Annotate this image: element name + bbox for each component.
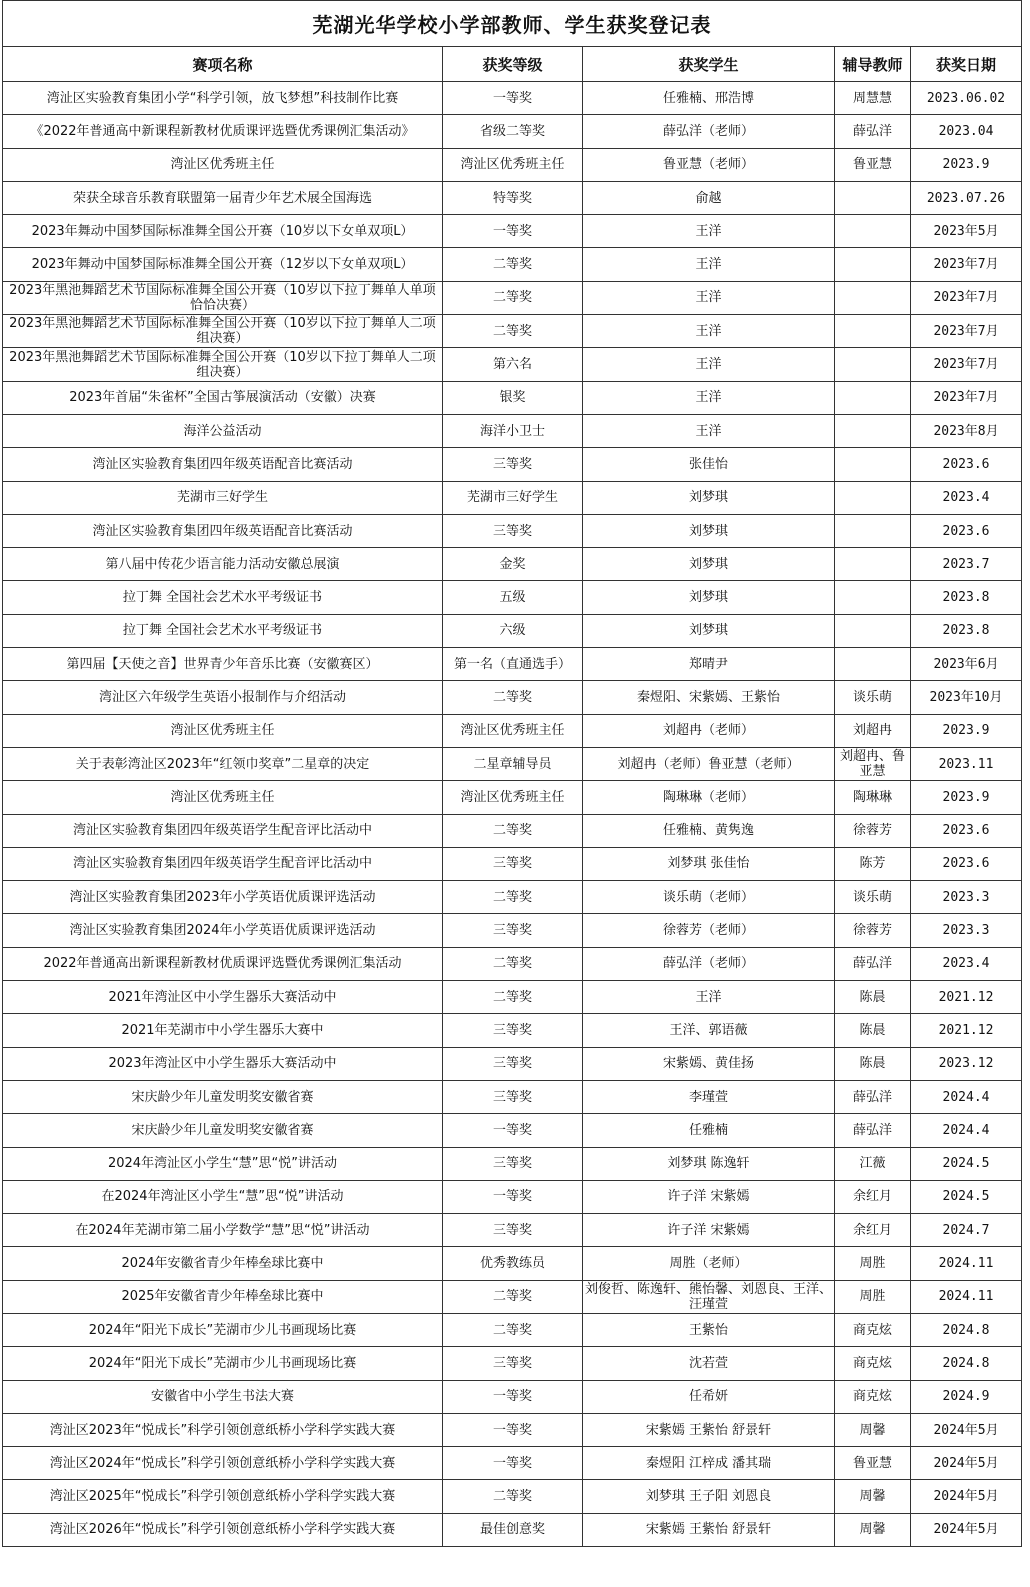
table-row bbox=[3, 448, 1022, 481]
cell-teacher: 周馨 bbox=[835, 1513, 911, 1546]
cell-teacher bbox=[835, 514, 911, 547]
cell-event: 在2024年芜湖市第二届小学数学“慧”思“悦”讲活动 bbox=[3, 1214, 443, 1247]
cell-event: 宋庆龄少年儿童发明奖安徽省赛 bbox=[3, 1080, 443, 1113]
table-row bbox=[3, 1114, 1022, 1147]
cell-students: 刘梦琪 bbox=[583, 481, 835, 514]
cell-teacher: 徐蓉芳 bbox=[835, 814, 911, 847]
cell-event: 2023年黑池舞蹈艺术节国际标准舞全国公开赛（10岁以下拉丁舞单人二项组决赛） bbox=[3, 348, 443, 381]
cell-event: 湾沚区实验教育集团四年级英语配音比赛活动 bbox=[3, 514, 443, 547]
cell-level: 三等奖 bbox=[443, 914, 583, 947]
cell-level: 六级 bbox=[443, 614, 583, 647]
cell-date: 2023年7月 bbox=[911, 381, 1022, 414]
cell-level: 湾沚区优秀班主任 bbox=[443, 148, 583, 181]
cell-event: 湾沚区实验教育集团四年级英语配音比赛活动 bbox=[3, 448, 443, 481]
cell-date: 2023年10月 bbox=[911, 681, 1022, 714]
header-teacher: 辅导教师 bbox=[835, 47, 911, 82]
cell-event: 芜湖市三好学生 bbox=[3, 481, 443, 514]
cell-students: 刘俊哲、陈逸轩、熊怡馨、刘恩良、王洋、汪瑾萱 bbox=[583, 1280, 835, 1313]
cell-teacher: 周慧慧 bbox=[835, 82, 911, 115]
cell-teacher: 余红月 bbox=[835, 1214, 911, 1247]
cell-students: 沈若萱 bbox=[583, 1347, 835, 1380]
cell-students: 王洋 bbox=[583, 981, 835, 1014]
table-row bbox=[3, 115, 1022, 148]
cell-students: 刘超冉（老师）鲁亚慧（老师） bbox=[583, 747, 835, 780]
cell-level: 二等奖 bbox=[443, 881, 583, 914]
cell-teacher bbox=[835, 381, 911, 414]
table-row bbox=[3, 1047, 1022, 1080]
cell-event: 湾沚区2024年“悦成长”科学引领创意纸桥小学科学实践大赛 bbox=[3, 1447, 443, 1480]
cell-teacher: 薛弘洋 bbox=[835, 115, 911, 148]
cell-event: 2023年黑池舞蹈艺术节国际标准舞全国公开赛（10岁以下拉丁舞单人二项组决赛） bbox=[3, 315, 443, 348]
cell-date: 2024年5月 bbox=[911, 1513, 1022, 1546]
cell-students: 刘梦琪 王子阳 刘恩良 bbox=[583, 1480, 835, 1513]
cell-students: 王洋 bbox=[583, 281, 835, 314]
cell-level: 第六名 bbox=[443, 348, 583, 381]
cell-level: 一等奖 bbox=[443, 1380, 583, 1413]
cell-students: 王洋 bbox=[583, 414, 835, 447]
cell-teacher: 周胜 bbox=[835, 1247, 911, 1280]
cell-event: 2021年芜湖市中小学生器乐大赛中 bbox=[3, 1014, 443, 1047]
header-event: 赛项名称 bbox=[3, 47, 443, 82]
cell-date: 2023.12 bbox=[911, 1047, 1022, 1080]
cell-level: 优秀教练员 bbox=[443, 1247, 583, 1280]
cell-teacher bbox=[835, 348, 911, 381]
cell-students: 王洋、郭语薇 bbox=[583, 1014, 835, 1047]
table-row bbox=[3, 215, 1022, 248]
cell-students: 许子洋 宋紫嫣 bbox=[583, 1214, 835, 1247]
cell-level: 二星章辅导员 bbox=[443, 747, 583, 780]
table-row bbox=[3, 681, 1022, 714]
cell-students: 谈乐萌（老师） bbox=[583, 881, 835, 914]
cell-date: 2023.06.02 bbox=[911, 82, 1022, 115]
cell-date: 2024.7 bbox=[911, 1214, 1022, 1247]
cell-date: 2023.3 bbox=[911, 881, 1022, 914]
cell-teacher: 谈乐萌 bbox=[835, 681, 911, 714]
table-row bbox=[3, 148, 1022, 181]
cell-students: 任希妍 bbox=[583, 1380, 835, 1413]
table-row bbox=[3, 1014, 1022, 1047]
cell-level: 二等奖 bbox=[443, 947, 583, 980]
cell-level: 一等奖 bbox=[443, 1413, 583, 1446]
cell-students: 刘梦琪 陈逸轩 bbox=[583, 1147, 835, 1180]
cell-level: 最佳创意奖 bbox=[443, 1513, 583, 1546]
cell-level: 省级二等奖 bbox=[443, 115, 583, 148]
table-row bbox=[3, 82, 1022, 115]
cell-level: 一等奖 bbox=[443, 1447, 583, 1480]
cell-event: 湾沚区实验教育集团2024年小学英语优质课评选活动 bbox=[3, 914, 443, 947]
cell-event: 2023年黑池舞蹈艺术节国际标准舞全国公开赛（10岁以下拉丁舞单人单项恰恰决赛） bbox=[3, 281, 443, 314]
cell-date: 2023年8月 bbox=[911, 414, 1022, 447]
cell-teacher: 鲁亚慧 bbox=[835, 1447, 911, 1480]
cell-event: 2024年“阳光下成长”芜湖市少儿书画现场比赛 bbox=[3, 1347, 443, 1380]
cell-students: 任雅楠、邢浩博 bbox=[583, 82, 835, 115]
cell-teacher bbox=[835, 315, 911, 348]
cell-date: 2023.9 bbox=[911, 148, 1022, 181]
header-date: 获奖日期 bbox=[911, 47, 1022, 82]
cell-date: 2023年7月 bbox=[911, 348, 1022, 381]
cell-event: 关于表彰湾沚区2023年“红领巾奖章”二星章的决定 bbox=[3, 747, 443, 780]
table-row bbox=[3, 1313, 1022, 1346]
table-row bbox=[3, 1513, 1022, 1546]
cell-level: 三等奖 bbox=[443, 1047, 583, 1080]
cell-date: 2023.9 bbox=[911, 781, 1022, 814]
cell-teacher bbox=[835, 481, 911, 514]
cell-teacher: 江薇 bbox=[835, 1147, 911, 1180]
cell-students: 刘梦琪 张佳怡 bbox=[583, 847, 835, 880]
cell-students: 王洋 bbox=[583, 248, 835, 281]
cell-date: 2023.6 bbox=[911, 514, 1022, 547]
cell-date: 2024.4 bbox=[911, 1080, 1022, 1113]
header-students: 获奖学生 bbox=[583, 47, 835, 82]
table-row bbox=[3, 1480, 1022, 1513]
cell-date: 2023.4 bbox=[911, 947, 1022, 980]
cell-students: 陶琳琳（老师） bbox=[583, 781, 835, 814]
table-row bbox=[3, 1413, 1022, 1446]
cell-students: 宋紫嫣 王紫怡 舒景轩 bbox=[583, 1413, 835, 1446]
cell-event: 2024年湾沚区小学生“慧”思“悦”讲活动 bbox=[3, 1147, 443, 1180]
cell-teacher: 薛弘洋 bbox=[835, 947, 911, 980]
cell-level: 三等奖 bbox=[443, 1347, 583, 1380]
cell-students: 刘超冉（老师） bbox=[583, 714, 835, 747]
cell-date: 2023年7月 bbox=[911, 248, 1022, 281]
cell-teacher: 陶琳琳 bbox=[835, 781, 911, 814]
cell-level: 二等奖 bbox=[443, 681, 583, 714]
cell-level: 一等奖 bbox=[443, 1180, 583, 1213]
cell-level: 二等奖 bbox=[443, 1313, 583, 1346]
table-row bbox=[3, 648, 1022, 681]
cell-event: 湾沚区实验教育集团四年级英语学生配音评比活动中 bbox=[3, 814, 443, 847]
table-row bbox=[3, 881, 1022, 914]
cell-event: 在2024年湾沚区小学生“慧”思“悦”讲活动 bbox=[3, 1180, 443, 1213]
cell-date: 2024年5月 bbox=[911, 1480, 1022, 1513]
cell-date: 2023.07.26 bbox=[911, 181, 1022, 214]
cell-students: 刘梦琪 bbox=[583, 614, 835, 647]
cell-date: 2024年5月 bbox=[911, 1447, 1022, 1480]
table-row bbox=[3, 514, 1022, 547]
cell-students: 任雅楠、黄隽逸 bbox=[583, 814, 835, 847]
cell-event: 湾沚区2023年“悦成长”科学引领创意纸桥小学科学实践大赛 bbox=[3, 1413, 443, 1446]
cell-event: 湾沚区六年级学生英语小报制作与介绍活动 bbox=[3, 681, 443, 714]
table-row bbox=[3, 248, 1022, 281]
cell-date: 2021.12 bbox=[911, 981, 1022, 1014]
table-row bbox=[3, 781, 1022, 814]
table-row bbox=[3, 1380, 1022, 1413]
cell-level: 湾沚区优秀班主任 bbox=[443, 781, 583, 814]
table-row bbox=[3, 1280, 1022, 1313]
cell-teacher: 周胜 bbox=[835, 1280, 911, 1313]
cell-event: 《2022年普通高中新课程新教材优质课评选暨优秀课例汇集活动》 bbox=[3, 115, 443, 148]
cell-teacher bbox=[835, 548, 911, 581]
cell-teacher: 徐蓉芳 bbox=[835, 914, 911, 947]
cell-students: 王洋 bbox=[583, 315, 835, 348]
table-row bbox=[3, 481, 1022, 514]
cell-event: 2021年湾沚区中小学生器乐大赛活动中 bbox=[3, 981, 443, 1014]
cell-level: 二等奖 bbox=[443, 1280, 583, 1313]
cell-event: 第八届中传花少语言能力活动安徽总展演 bbox=[3, 548, 443, 581]
cell-teacher bbox=[835, 581, 911, 614]
cell-event: 2022年普通高出新课程新教材优质课评选暨优秀课例汇集活动 bbox=[3, 947, 443, 980]
table-row bbox=[3, 914, 1022, 947]
cell-students: 王洋 bbox=[583, 348, 835, 381]
cell-date: 2024.8 bbox=[911, 1347, 1022, 1380]
cell-level: 二等奖 bbox=[443, 814, 583, 847]
cell-event: 湾沚区2026年“悦成长”科学引领创意纸桥小学科学实践大赛 bbox=[3, 1513, 443, 1546]
cell-date: 2023.9 bbox=[911, 714, 1022, 747]
cell-students: 王洋 bbox=[583, 215, 835, 248]
cell-event: 湾沚区2025年“悦成长”科学引领创意纸桥小学科学实践大赛 bbox=[3, 1480, 443, 1513]
cell-event: 2023年湾沚区中小学生器乐大赛活动中 bbox=[3, 1047, 443, 1080]
cell-teacher: 商克炫 bbox=[835, 1347, 911, 1380]
cell-teacher: 商克炫 bbox=[835, 1380, 911, 1413]
cell-level: 金奖 bbox=[443, 548, 583, 581]
cell-date: 2021.12 bbox=[911, 1014, 1022, 1047]
table-row bbox=[3, 981, 1022, 1014]
cell-level: 湾沚区优秀班主任 bbox=[443, 714, 583, 747]
cell-teacher bbox=[835, 448, 911, 481]
page-title: 芜湖光华学校小学部教师、学生获奖登记表 bbox=[3, 1, 1022, 47]
cell-level: 三等奖 bbox=[443, 1014, 583, 1047]
cell-students: 秦煜阳、宋紫嫣、王紫怡 bbox=[583, 681, 835, 714]
table-row bbox=[3, 1347, 1022, 1380]
cell-level: 二等奖 bbox=[443, 1480, 583, 1513]
cell-level: 三等奖 bbox=[443, 1080, 583, 1113]
cell-date: 2023年6月 bbox=[911, 648, 1022, 681]
award-table bbox=[2, 0, 1022, 1547]
cell-date: 2024.8 bbox=[911, 1313, 1022, 1346]
cell-level: 一等奖 bbox=[443, 215, 583, 248]
cell-teacher: 陈晨 bbox=[835, 981, 911, 1014]
cell-date: 2023.7 bbox=[911, 548, 1022, 581]
header-level: 获奖等级 bbox=[443, 47, 583, 82]
cell-level: 海洋小卫士 bbox=[443, 414, 583, 447]
cell-teacher: 刘超冉、鲁亚慧 bbox=[835, 747, 911, 780]
cell-level: 二等奖 bbox=[443, 248, 583, 281]
cell-date: 2024.5 bbox=[911, 1147, 1022, 1180]
cell-students: 宋紫嫣、黄佳扬 bbox=[583, 1047, 835, 1080]
cell-event: 第四届【天使之音】世界青少年音乐比赛（安徽赛区） bbox=[3, 648, 443, 681]
cell-teacher bbox=[835, 281, 911, 314]
table-row bbox=[3, 947, 1022, 980]
cell-students: 王紫怡 bbox=[583, 1313, 835, 1346]
table-row bbox=[3, 714, 1022, 747]
cell-teacher: 余红月 bbox=[835, 1180, 911, 1213]
cell-students: 宋紫嫣 王紫怡 舒景轩 bbox=[583, 1513, 835, 1546]
table-row bbox=[3, 614, 1022, 647]
cell-teacher: 薛弘洋 bbox=[835, 1080, 911, 1113]
cell-students: 周胜（老师） bbox=[583, 1247, 835, 1280]
table-row bbox=[3, 814, 1022, 847]
table-row bbox=[3, 1180, 1022, 1213]
cell-event: 湾沚区实验教育集团2023年小学英语优质课评选活动 bbox=[3, 881, 443, 914]
cell-students: 薛弘洋（老师） bbox=[583, 115, 835, 148]
cell-date: 2023.6 bbox=[911, 814, 1022, 847]
cell-teacher: 陈晨 bbox=[835, 1014, 911, 1047]
cell-level: 第一名（直通选手） bbox=[443, 648, 583, 681]
cell-level: 三等奖 bbox=[443, 448, 583, 481]
header-row bbox=[3, 47, 1022, 82]
cell-students: 王洋 bbox=[583, 381, 835, 414]
cell-teacher bbox=[835, 614, 911, 647]
cell-teacher bbox=[835, 414, 911, 447]
table-row bbox=[3, 348, 1022, 381]
cell-level: 一等奖 bbox=[443, 1114, 583, 1147]
cell-date: 2024.5 bbox=[911, 1180, 1022, 1213]
cell-teacher: 周馨 bbox=[835, 1480, 911, 1513]
cell-event: 湾沚区优秀班主任 bbox=[3, 714, 443, 747]
cell-date: 2024.9 bbox=[911, 1380, 1022, 1413]
cell-teacher: 薛弘洋 bbox=[835, 1114, 911, 1147]
cell-teacher: 商克炫 bbox=[835, 1313, 911, 1346]
cell-students: 刘梦琪 bbox=[583, 514, 835, 547]
cell-event: 宋庆龄少年儿童发明奖安徽省赛 bbox=[3, 1114, 443, 1147]
table-row bbox=[3, 581, 1022, 614]
cell-date: 2024.4 bbox=[911, 1114, 1022, 1147]
cell-date: 2023.3 bbox=[911, 914, 1022, 947]
cell-students: 鲁亚慧（老师） bbox=[583, 148, 835, 181]
cell-students: 许子洋 宋紫嫣 bbox=[583, 1180, 835, 1213]
cell-event: 2023年首届“朱雀杯”全国古筝展演活动（安徽）决赛 bbox=[3, 381, 443, 414]
cell-level: 三等奖 bbox=[443, 1147, 583, 1180]
cell-level: 三等奖 bbox=[443, 514, 583, 547]
cell-students: 任雅楠 bbox=[583, 1114, 835, 1147]
cell-level: 特等奖 bbox=[443, 181, 583, 214]
cell-level: 三等奖 bbox=[443, 1214, 583, 1247]
cell-level: 二等奖 bbox=[443, 281, 583, 314]
cell-teacher: 周馨 bbox=[835, 1413, 911, 1446]
cell-event: 2024年“阳光下成长”芜湖市少儿书画现场比赛 bbox=[3, 1313, 443, 1346]
cell-date: 2023年7月 bbox=[911, 315, 1022, 348]
cell-teacher bbox=[835, 248, 911, 281]
cell-teacher: 陈芳 bbox=[835, 847, 911, 880]
cell-teacher: 谈乐萌 bbox=[835, 881, 911, 914]
cell-event: 荣获全球音乐教育联盟第一届青少年艺术展全国海选 bbox=[3, 181, 443, 214]
cell-students: 秦煜阳 江梓成 潘其瑞 bbox=[583, 1447, 835, 1480]
cell-event: 湾沚区实验教育集团小学“科学引领，放飞梦想”科技制作比赛 bbox=[3, 82, 443, 115]
cell-date: 2024年5月 bbox=[911, 1413, 1022, 1446]
cell-teacher bbox=[835, 181, 911, 214]
cell-students: 李瑾萱 bbox=[583, 1080, 835, 1113]
cell-date: 2023.11 bbox=[911, 747, 1022, 780]
cell-event: 2023年舞动中国梦国际标准舞全国公开赛（10岁以下女单双项L） bbox=[3, 215, 443, 248]
table-row bbox=[3, 381, 1022, 414]
cell-date: 2024.11 bbox=[911, 1247, 1022, 1280]
cell-date: 2023.04 bbox=[911, 115, 1022, 148]
cell-date: 2023.6 bbox=[911, 847, 1022, 880]
cell-teacher: 刘超冉 bbox=[835, 714, 911, 747]
cell-event: 拉丁舞 全国社会艺术水平考级证书 bbox=[3, 581, 443, 614]
cell-date: 2023年5月 bbox=[911, 215, 1022, 248]
cell-date: 2023.8 bbox=[911, 581, 1022, 614]
table-row bbox=[3, 414, 1022, 447]
table-row bbox=[3, 1147, 1022, 1180]
table-row bbox=[3, 1214, 1022, 1247]
cell-level: 五级 bbox=[443, 581, 583, 614]
table-row bbox=[3, 548, 1022, 581]
table-row bbox=[3, 1447, 1022, 1480]
table-row bbox=[3, 315, 1022, 348]
cell-date: 2024.11 bbox=[911, 1280, 1022, 1313]
cell-level: 三等奖 bbox=[443, 847, 583, 880]
cell-level: 一等奖 bbox=[443, 82, 583, 115]
table-row bbox=[3, 847, 1022, 880]
cell-date: 2023年7月 bbox=[911, 281, 1022, 314]
cell-teacher: 陈晨 bbox=[835, 1047, 911, 1080]
cell-date: 2023.4 bbox=[911, 481, 1022, 514]
cell-students: 徐蓉芳（老师） bbox=[583, 914, 835, 947]
cell-date: 2023.8 bbox=[911, 614, 1022, 647]
cell-event: 2023年舞动中国梦国际标准舞全国公开赛（12岁以下女单双项L） bbox=[3, 248, 443, 281]
cell-event: 湾沚区实验教育集团四年级英语学生配音评比活动中 bbox=[3, 847, 443, 880]
table-row bbox=[3, 181, 1022, 214]
cell-teacher bbox=[835, 648, 911, 681]
cell-event: 海洋公益活动 bbox=[3, 414, 443, 447]
cell-level: 二等奖 bbox=[443, 315, 583, 348]
cell-event: 2025年安徽省青少年棒垒球比赛中 bbox=[3, 1280, 443, 1313]
cell-students: 薛弘洋（老师） bbox=[583, 947, 835, 980]
cell-students: 俞越 bbox=[583, 181, 835, 214]
table-body bbox=[3, 82, 1022, 1547]
cell-students: 郑晴尹 bbox=[583, 648, 835, 681]
cell-level: 芜湖市三好学生 bbox=[443, 481, 583, 514]
cell-event: 湾沚区优秀班主任 bbox=[3, 781, 443, 814]
table-row bbox=[3, 747, 1022, 780]
cell-students: 张佳怡 bbox=[583, 448, 835, 481]
table-row bbox=[3, 281, 1022, 314]
cell-date: 2023.6 bbox=[911, 448, 1022, 481]
table-row bbox=[3, 1247, 1022, 1280]
cell-level: 二等奖 bbox=[443, 981, 583, 1014]
cell-students: 刘梦琪 bbox=[583, 581, 835, 614]
cell-students: 刘梦琪 bbox=[583, 548, 835, 581]
cell-event: 拉丁舞 全国社会艺术水平考级证书 bbox=[3, 614, 443, 647]
cell-teacher: 鲁亚慧 bbox=[835, 148, 911, 181]
cell-event: 湾沚区优秀班主任 bbox=[3, 148, 443, 181]
cell-level: 银奖 bbox=[443, 381, 583, 414]
cell-event: 2024年安徽省青少年棒垒球比赛中 bbox=[3, 1247, 443, 1280]
cell-teacher bbox=[835, 215, 911, 248]
cell-event: 安徽省中小学生书法大赛 bbox=[3, 1380, 443, 1413]
table-row bbox=[3, 1080, 1022, 1113]
